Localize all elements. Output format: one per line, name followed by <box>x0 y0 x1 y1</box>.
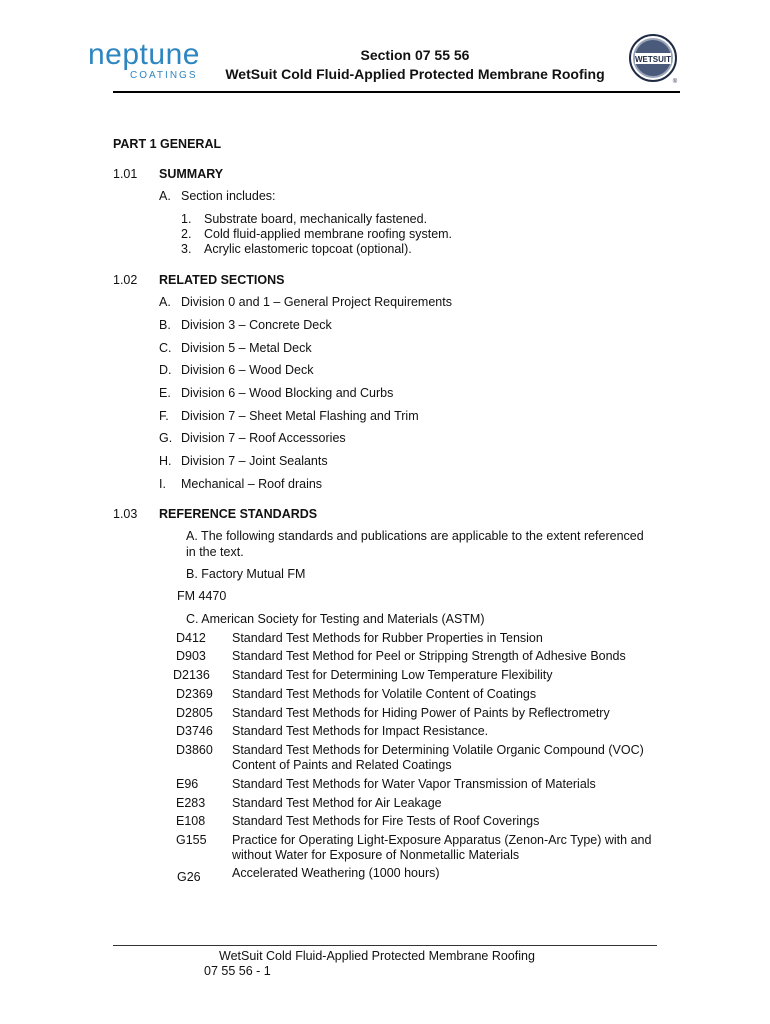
related-item: Division 7 – Roof Accessories <box>181 431 346 445</box>
reference-c-text: C. American Society for Testing and Materials (ASTM) <box>186 612 485 626</box>
summary-a-text: Section includes: <box>181 189 276 203</box>
related-item: Division 0 and 1 – General Project Requirements <box>181 295 452 309</box>
astm-code: G155 <box>176 833 207 847</box>
reference-b-text: B. Factory Mutual FM <box>186 567 306 581</box>
summary-item-text: Substrate board, mechanically fastened. <box>204 212 428 226</box>
summary-item-num: 1. <box>181 212 192 226</box>
related-item: Division 7 – Joint Sealants <box>181 454 328 468</box>
astm-title: Standard Test Method for Air Leakage <box>232 796 442 810</box>
related-letter: I. <box>159 477 166 491</box>
related-item: Division 6 – Wood Blocking and Curbs <box>181 386 394 400</box>
related-item: Division 7 – Sheet Metal Flashing and Trim <box>181 409 419 423</box>
astm-title: Standard Test Methods for Rubber Properties in Tension <box>232 631 543 645</box>
astm-title: Standard Test Methods for Water Vapor Transmission of Materials <box>232 777 596 791</box>
related-letter: D. <box>159 363 172 377</box>
astm-title: Practice for Operating Light-Exposure Apparatus (Zenon-Arc Type) with and <box>232 833 652 847</box>
related-letter: B. <box>159 318 171 332</box>
astm-code: D3746 <box>176 724 213 738</box>
astm-code: D2805 <box>176 706 213 720</box>
astm-code: E108 <box>176 814 206 828</box>
seal-text: WETSUIT <box>635 55 671 64</box>
wetsuit-seal-logo <box>629 34 679 84</box>
related-item: Division 3 – Concrete Deck <box>181 318 332 332</box>
astm-code: D2136 <box>173 668 210 682</box>
summary-item-text: Acrylic elastomeric topcoat (optional). <box>204 242 412 256</box>
seal-registered-mark: ® <box>672 79 678 84</box>
reference-fm-code: FM 4470 <box>177 589 227 603</box>
related-letter: E. <box>159 386 171 400</box>
summary-item-num: 2. <box>181 227 192 241</box>
related-letter: A. <box>159 295 171 309</box>
reference-a-line2: in the text. <box>186 545 244 559</box>
astm-code: E283 <box>176 796 206 810</box>
astm-code: G26 <box>177 870 201 884</box>
related-letter: G. <box>159 431 173 445</box>
reference-a-line1: A. The following standards and publications are applicable to the extent referenced <box>186 529 644 543</box>
section-number: Section 07 55 56 <box>360 47 470 63</box>
astm-title-cont: without Water for Exposure of Nonmetallic Materials <box>232 848 520 862</box>
astm-title-cont: Content of Paints and Related Coatings <box>232 758 452 772</box>
reference-heading: REFERENCE STANDARDS <box>159 507 318 521</box>
astm-code: D3860 <box>176 743 213 757</box>
summary-a-letter: A. <box>159 189 171 203</box>
related-letter: C. <box>159 341 172 355</box>
logo-subtitle: COATINGS <box>130 70 198 81</box>
related-number: 1.02 <box>113 273 138 287</box>
reference-number: 1.03 <box>113 507 138 521</box>
astm-title: Standard Test Methods for Impact Resistance. <box>232 724 489 738</box>
astm-title: Accelerated Weathering (1000 hours) <box>232 866 440 880</box>
related-letter: F. <box>159 409 169 423</box>
astm-title: Standard Test Methods for Fire Tests of Roof Coverings <box>232 814 540 828</box>
summary-item-text: Cold fluid-applied membrane roofing system. <box>204 227 453 241</box>
related-item: Division 5 – Metal Deck <box>181 341 312 355</box>
related-item: Division 6 – Wood Deck <box>181 363 314 377</box>
neptune-coatings-logo <box>88 38 200 88</box>
related-heading: RELATED SECTIONS <box>159 273 285 287</box>
related-letter: H. <box>159 454 172 468</box>
related-item: Mechanical – Roof drains <box>181 477 323 491</box>
astm-code: D412 <box>176 631 206 645</box>
header-divider <box>113 91 680 93</box>
astm-title: Standard Test Method for Peel or Stripping Strength of Adhesive Bonds <box>232 649 626 663</box>
astm-code: D903 <box>176 649 206 663</box>
section-title: WetSuit Cold Fluid-Applied Protected Membrane Roofing <box>225 66 605 82</box>
astm-code: D2369 <box>176 687 213 701</box>
summary-heading: SUMMARY <box>159 167 224 181</box>
footer-title: WetSuit Cold Fluid-Applied Protected Membrane Roofing <box>219 949 535 963</box>
astm-code: E96 <box>176 777 199 791</box>
logo-wordmark: neptune <box>88 38 200 71</box>
page-number: 07 55 56 - 1 <box>204 964 271 978</box>
astm-title: Standard Test for Determining Low Temperature Flexibility <box>232 668 553 682</box>
part-heading: PART 1 GENERAL <box>113 137 222 151</box>
astm-title: Standard Test Methods for Determining Volatile Organic Compound (VOC) <box>232 743 644 757</box>
summary-item-num: 3. <box>181 242 192 256</box>
astm-title: Standard Test Methods for Volatile Content of Coatings <box>232 687 537 701</box>
summary-number: 1.01 <box>113 167 138 181</box>
astm-title: Standard Test Methods for Hiding Power of Paints by Reflectrometry <box>232 706 610 720</box>
footer-divider <box>113 945 657 946</box>
